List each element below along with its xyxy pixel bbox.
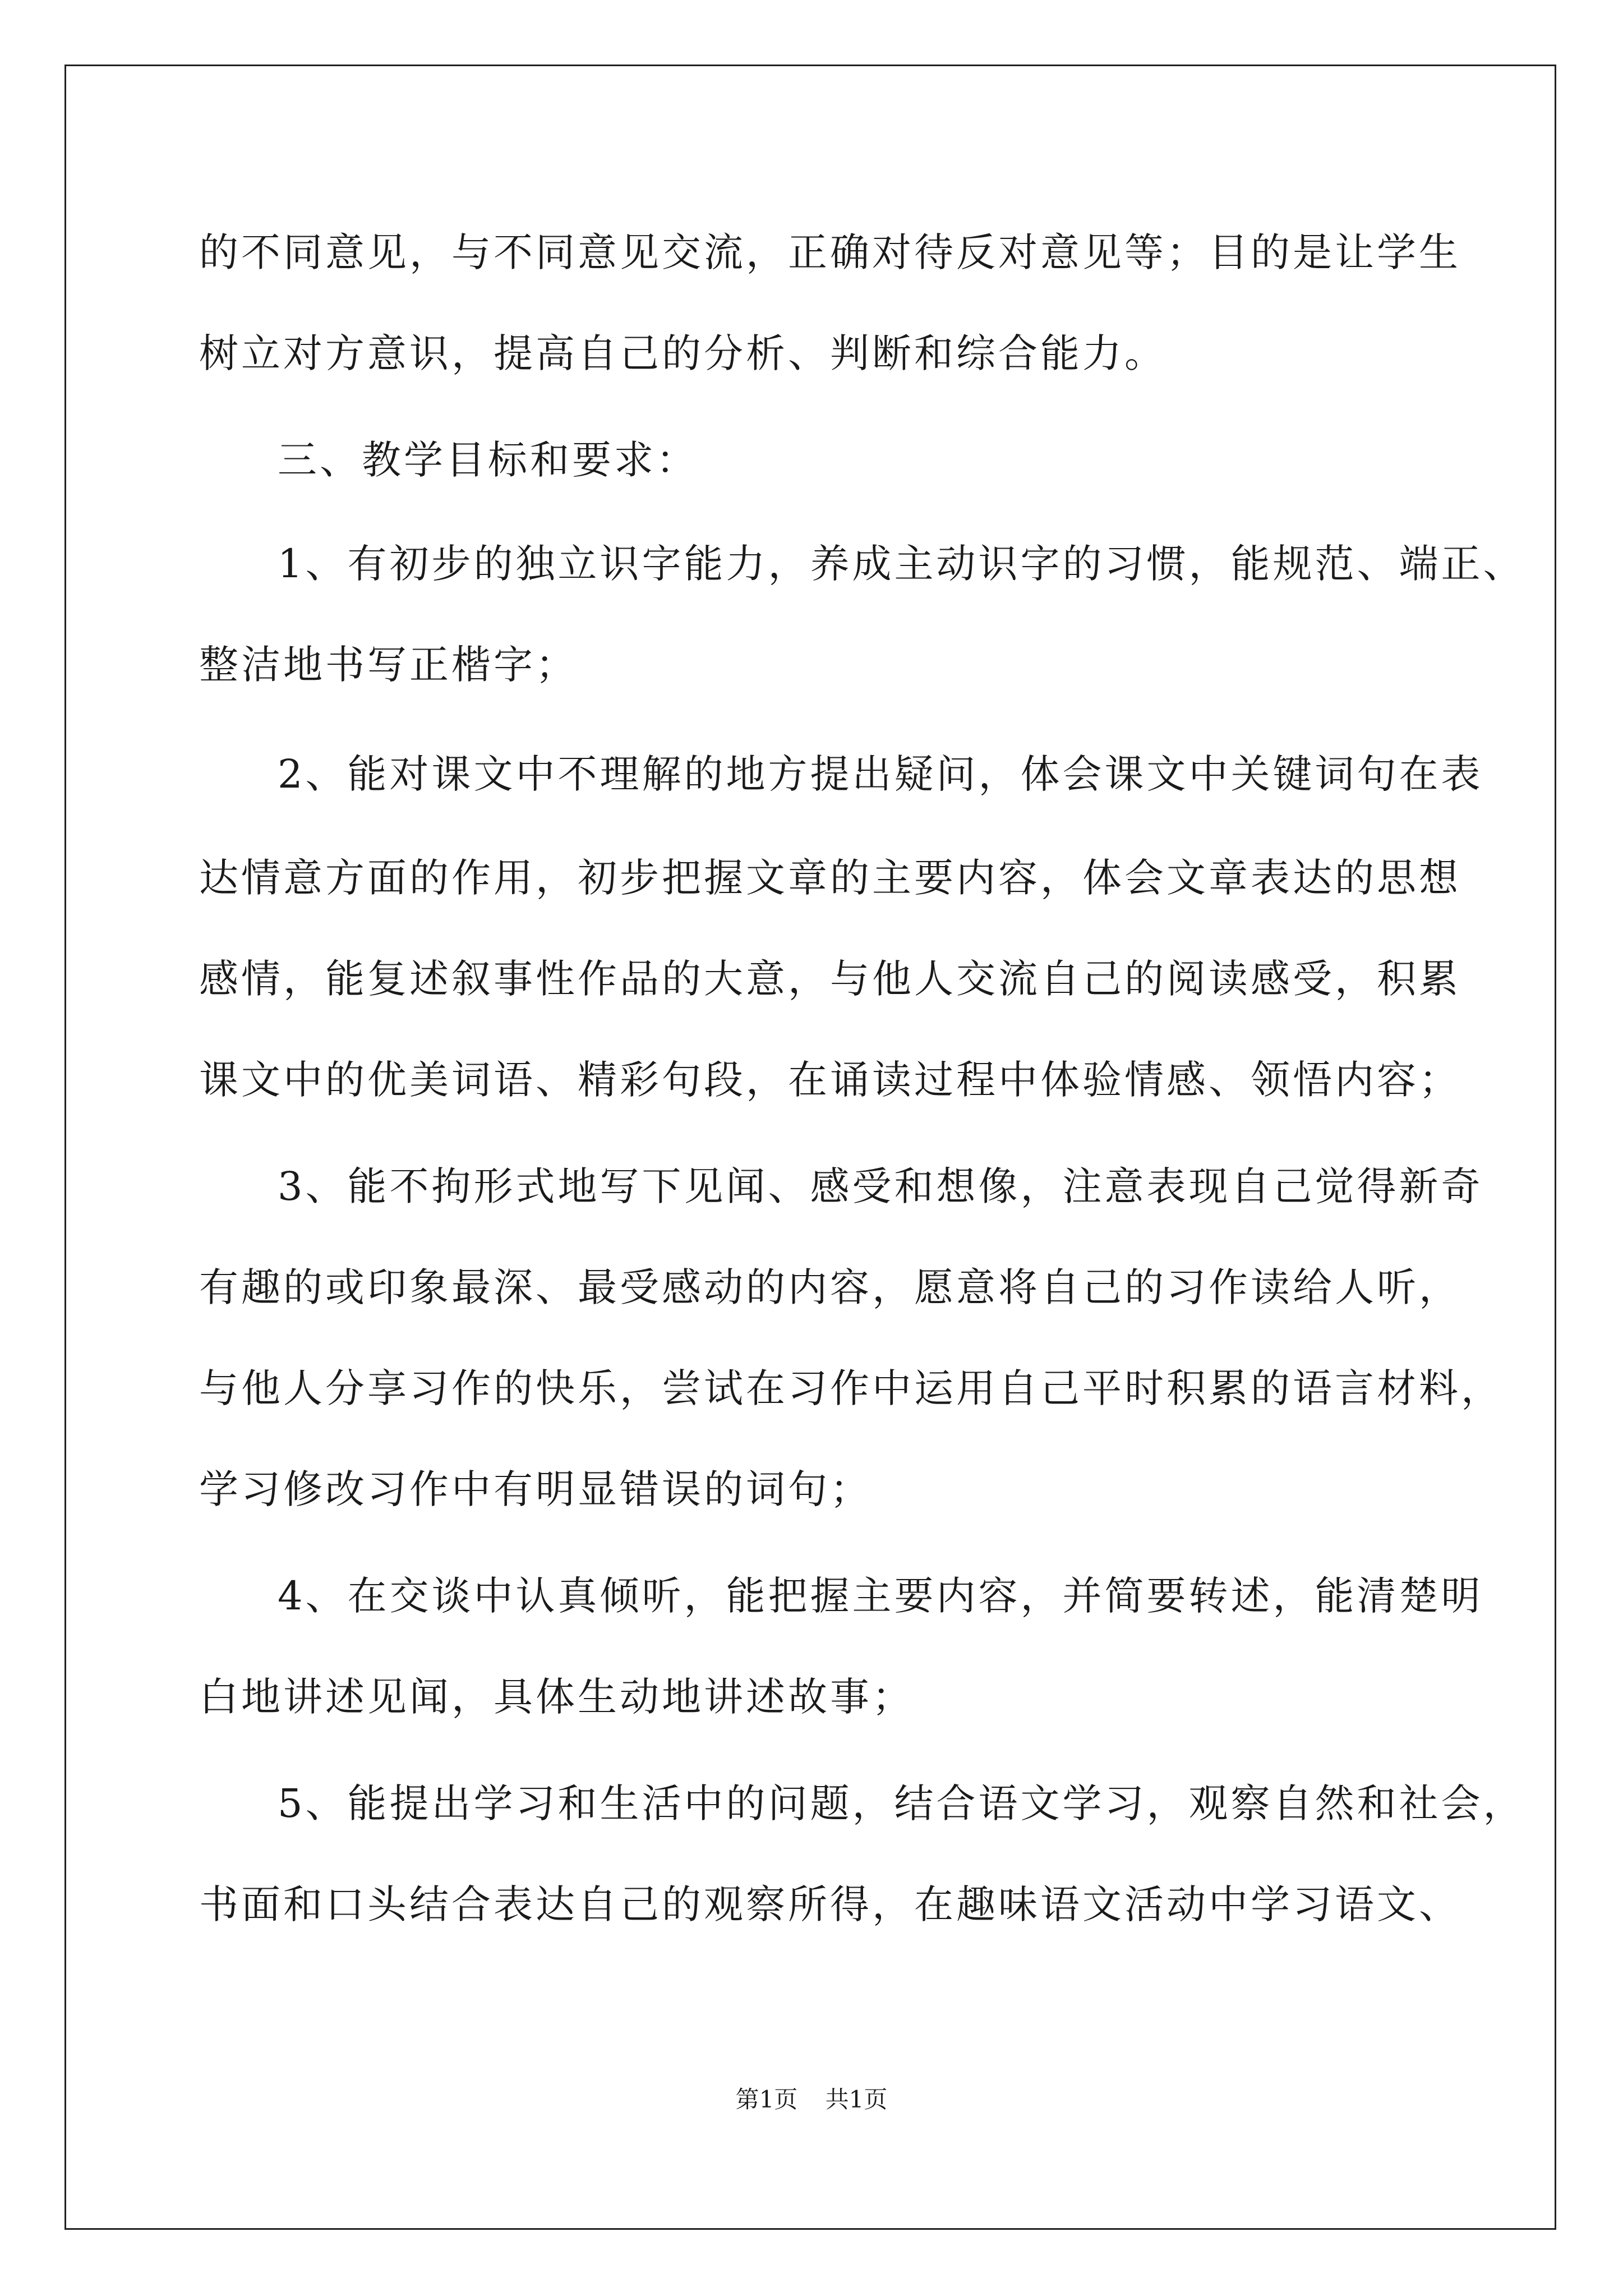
text-line: 5、能提出学习和生活中的问题，结合语文学习，观察自然和社会，: [278, 1780, 1525, 1826]
page-total: 共1页: [825, 2086, 888, 2113]
text-line: 树立对方意识，提高自己的分析、判断和综合能力。: [199, 330, 1166, 376]
text-line: 书面和口头结合表达自己的观察所得，在趣味语文活动中学习语文、: [199, 1881, 1461, 1927]
text-line: 学习修改习作中有明显错误的词句；: [199, 1466, 872, 1512]
section-heading: 三、教学目标和要求：: [278, 437, 698, 483]
text-line: 达情意方面的作用，初步把握文章的主要内容，体会文章表达的思想: [199, 855, 1461, 901]
text-line: 3、能不拘形式地写下见闻、感受和想像，注意表现自己觉得新奇: [278, 1163, 1483, 1209]
text-line: 有趣的或印象最深、最受感动的内容，愿意将自己的习作读给人听，: [199, 1264, 1461, 1310]
page-footer: [0, 2084, 1623, 2115]
text-line: 的不同意见，与不同意见交流，正确对待反对意见等；目的是让学生: [199, 229, 1461, 275]
text-line: 1、有初步的独立识字能力，养成主动识字的习惯，能规范、端正、: [278, 541, 1525, 587]
text-line: 4、在交谈中认真倾听，能把握主要内容，并简要转述，能清楚明: [278, 1573, 1483, 1619]
text-line: 课文中的优美词语、精彩句段，在诵读过程中体验情感、领悟内容；: [199, 1057, 1461, 1103]
text-line: 与他人分享习作的快乐，尝试在习作中运用自己平时积累的语言材料，: [199, 1365, 1503, 1411]
page-number: 第1页: [735, 2086, 798, 2113]
text-line: 2、能对课文中不理解的地方提出疑问，体会课文中关键词句在表: [278, 751, 1483, 797]
text-line: 整洁地书写正楷字；: [199, 642, 578, 688]
text-line: 白地讲述见闻，具体生动地讲述故事；: [199, 1674, 914, 1720]
text-line: 感情，能复述叙事性作品的大意，与他人交流自己的阅读感受，积累: [199, 956, 1461, 1002]
